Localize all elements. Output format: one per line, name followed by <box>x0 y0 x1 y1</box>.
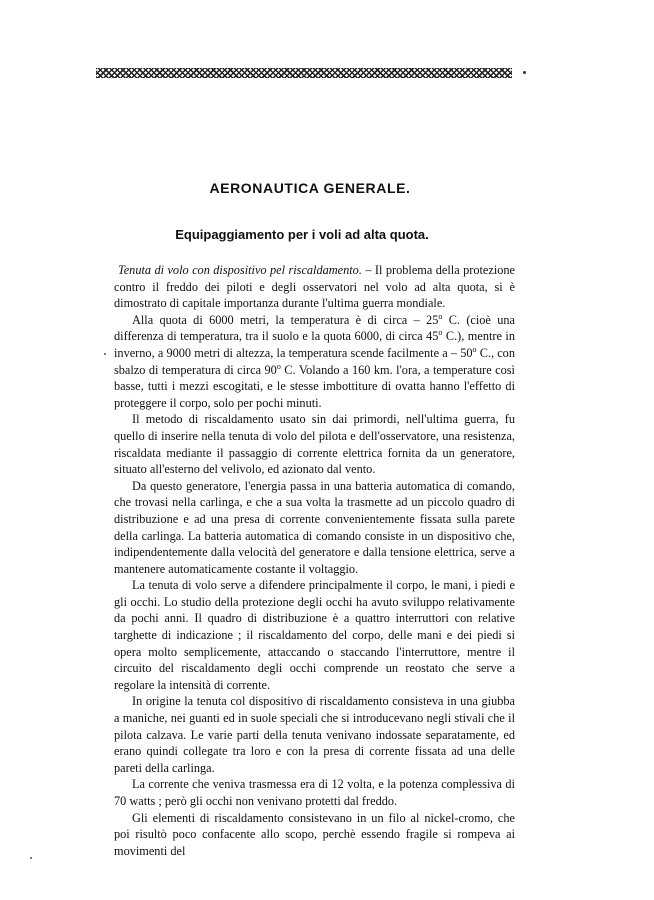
article-body <box>114 262 515 859</box>
ornament-dot <box>523 71 526 74</box>
paragraph-7: La corrente che veniva trasmessa era di 12 volta, e la potenza complessiva di 70 watts ; però gli occhi non venivano protetti dal freddo. <box>114 777 515 808</box>
paragraph-1 <box>114 262 515 312</box>
article-title: Equipaggiamento per i voli ad alta quota. <box>175 227 429 242</box>
paragraph-8: Gli elementi di riscaldamento consistevano in un filo al nickel-cromo, che poi risultò poco confacente allo scopo, perchè essendo fragile si rompeva ai movimenti del <box>114 810 515 858</box>
degree-sign: o <box>472 344 477 354</box>
paragraph-4: Da questo generatore, l'energia passa in una batteria automatica di comando, che trovasi nella carlinga, e che a sua volta la trasmette ad un piccolo quadro di distribuzione e ad una presa di corrente convenientemente fissata sulla parete della carlinga. La batteria automatica di comando consiste in un dispositivo che, indipendentemente dalla velocità del generatore e dalla tensione elettrica, serve a mantenere automaticamente costante il voltaggio. <box>114 478 515 576</box>
paragraph-text: C. (cioè una differenza di temperatura, tra il suolo e la quota 6000, di circa 45 <box>114 312 515 344</box>
degree-sign: o <box>438 311 443 321</box>
paragraph-3: Il metodo di riscaldamento usato sin dai primordi, nell'ultima guerra, fu quello di inserire nella tenuta di volo del pilota e dell'osservatore, una resistenza, riscaldata mediante il passaggio di corrente elettrica fornita da un generatore, situato all'esterno del velivolo, ed azionato dal vento. <box>114 412 515 477</box>
section-title: AERONAUTICA GENERALE. <box>209 180 411 196</box>
degree-sign: o <box>438 328 443 338</box>
header-ornament-border <box>96 68 512 78</box>
paragraph-5: La tenuta di volo serve a difendere principalmente il corpo, le mani, i piedi e gli occhi. Lo studio della protezione degli occhi ha avuto sviluppo relativamente da pochi anni. Il quadro di distribuzione è a quattro interruttori con relative targhette di indicazione ; il riscaldamento del corpo, delle mani e dei piedi si opera molto semplicemente, attaccando o staccando l'interruttore, mentre il circuito del riscaldamento degli occhi comprende un reostato che serve a regolare la intensità di corrente. <box>114 578 515 692</box>
paragraph-text: C., con sbalzo di temperatura di circa 90 <box>114 345 515 377</box>
page-speck <box>30 857 32 859</box>
degree-sign: o <box>276 361 281 371</box>
paragraph-text: – Il problema della protezione contro il freddo dei piloti e degli osservatori nel volo ad alta quota, si è dimostrato di capitale importanza durante l'ultima guerra mondiale. <box>114 263 515 311</box>
page-speck <box>104 353 106 355</box>
paragraph-lead: Tenuta di volo con dispositivo pel riscaldamento. <box>118 263 362 277</box>
paragraph-text: C.), mentre in inverno, a 9000 metri di altezza, la temperatura scende facilmente a – 50 <box>114 329 515 360</box>
paragraph-text: Alla quota di 6000 metri, la temperatura è di circa – 25 <box>132 312 439 327</box>
paragraph-text: C. Volando a 160 km. l'ora, a temperature così basse, tutti i mezzi escogitati, e le stesse imbottiture di ovatta hanno l'effetto di proteggere il corpo, solo per pochi minuti. <box>114 362 515 410</box>
paragraph-2 <box>114 312 515 412</box>
paragraph-6: In origine la tenuta col dispositivo di riscaldamento consisteva in una giubba a maniche, nei guanti ed in suole speciali che si introducevano negli stivali che il pilota calzava. Le varie parti della tenuta venivano indossate separatamente, ed erano quindi collegate tra loro e con la presa di corrente fissata ad una delle pareti della carlinga. <box>114 694 515 775</box>
